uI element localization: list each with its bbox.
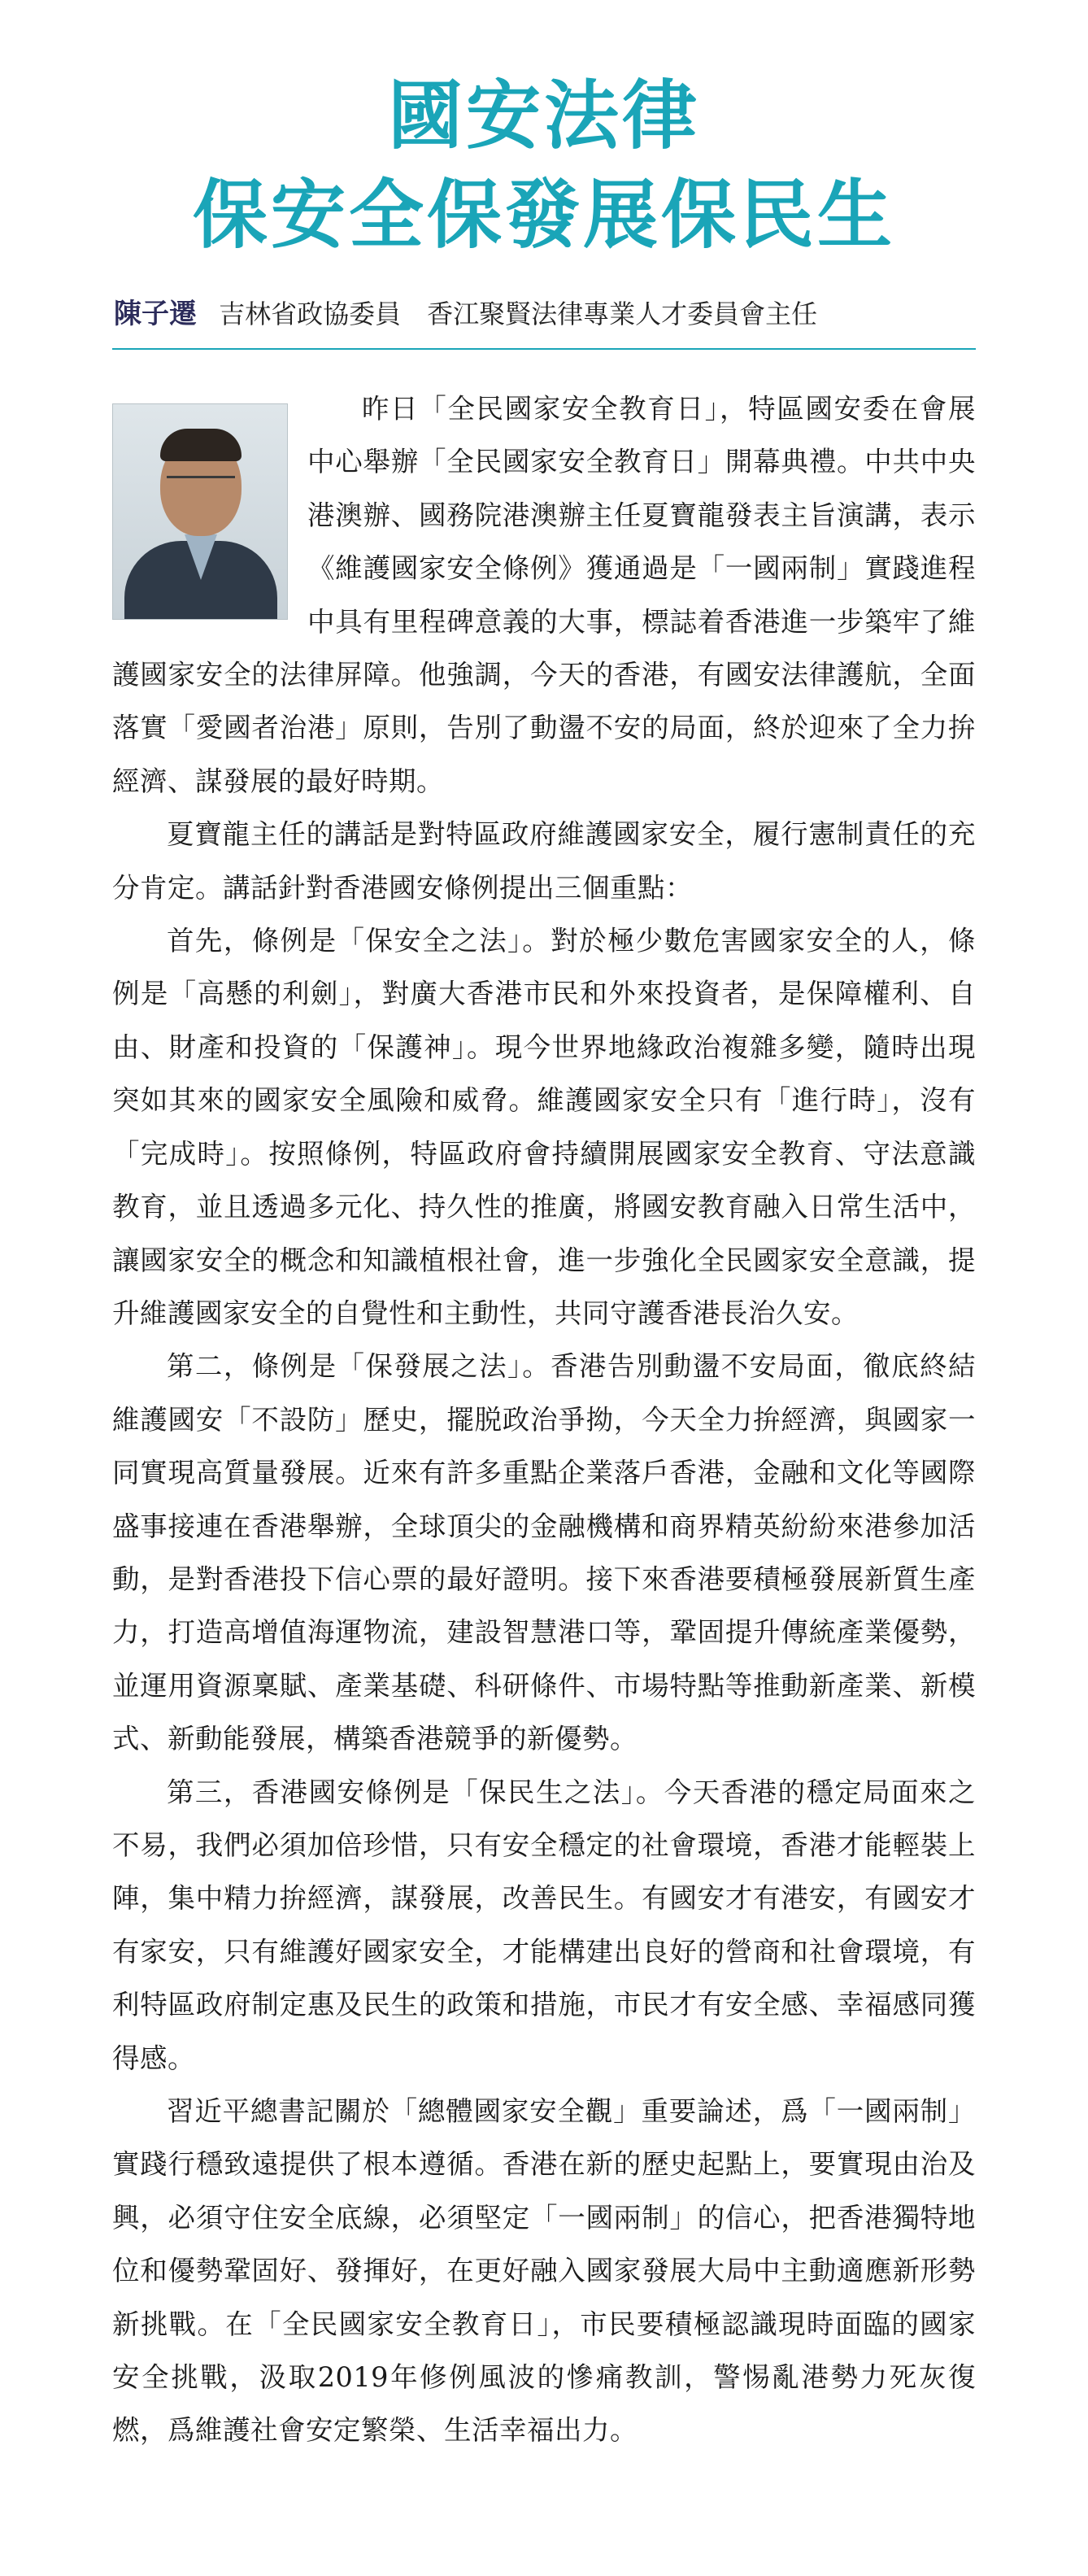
author-name: 陳子遷 <box>114 298 197 330</box>
paragraph-4: 第二，條例是「保發展之法」。香港告別動盪不安局面，徹底終結維護國安「不設防」歷史，擺脱政治爭拗，今天全力拚經濟，與國家一同實現高質量發展。近來有許多重點企業落戶香港，金融和文化等國際盛事接連在香港舉辦，全球頂尖的金融機構和商界精英紛紛來港參加活動，是對香港投下信心票的最好證明。接下來香港要積極發展新質生產力，打造高增值海運物流，建設智慧港口等，鞏固提升傳統產業優勢，並運用資源稟賦、產業基礎、科研條件、市場特點等推動新產業、新模式、新動能發展，構築香港競爭的新優勢。 <box>112 1350 976 1755</box>
byline-divider <box>112 348 976 350</box>
article-body <box>112 382 976 2457</box>
paragraph-5: 第三，香港國安條例是「保民生之法」。今天香港的穩定局面來之不易，我們必須加倍珍惜，只有安全穩定的社會環境，香港才能輕裝上陣，集中精力拚經濟，謀發展，改善民生。有國安才有港安，有國安才有家安，只有維護好國家安全，才能構建出良好的營商和社會環境，有利特區政府制定惠及民生的政策和措施，市民才有安全感、幸福感同獲得感。 <box>112 1776 976 2074</box>
headline-line-1: 國安法律 <box>387 72 700 159</box>
headline-line-2: 保安全保發展保民生 <box>192 172 895 259</box>
paragraph-3: 首先，條例是「保安全之法」。對於極少數危害國家安全的人，條例是「高懸的利劍」，對廣大香港市民和外來投資者，是保障權利、自由、財產和投資的「保護神」。現今世界地緣政治複雜多變，隨時出現突如其來的國家安全風險和威脅。維護國家安全只有「進行時」，沒有「完成時」。按照條例，特區政府會持續開展國家安全教育、守法意識教育，並且透過多元化、持久性的推廣，將國安教育融入日常生活中，讓國家安全的概念和知識植根社會，進一步強化全民國家安全意識，提升維護國家安全的自覺性和主動性，共同守護香港長治久安。 <box>112 925 976 1329</box>
paragraph-6: 習近平總書記關於「總體國家安全觀」重要論述，爲「一國兩制」實踐行穩致遠提供了根本遵循。香港在新的歷史起點上，要實現由治及興，必須守住安全底線，必須堅定「一國兩制」的信心，把香港獨特地位和優勢鞏固好、發揮好，在更好融入國家發展大局中主動適應新形勢新挑戰。在「全民國家安全教育日」，市民要積極認識現時面臨的國家安全挑戰，汲取2019年修例風波的慘痛教訓，警惕亂港勢力死灰復燃，爲維護社會安定繁榮、生活幸福出力。 <box>112 2095 976 2447</box>
author-titles: 吉林省政協委員 香江聚賢法律專業人才委員會主任 <box>219 299 818 329</box>
byline <box>114 291 976 331</box>
photo-spacer <box>112 382 307 643</box>
paragraph-2: 夏寶龍主任的講話是對特區政府維護國家安全，履行憲制責任的充分肯定。講話針對香港國安條例提出三個重點： <box>112 818 976 904</box>
paragraph-1: 昨日「全民國家安全教育日」，特區國安委在會展中心舉辦「全民國家安全教育日」開幕典禮。中共中央港澳辦、國務院港澳辦主任夏寶龍發表主旨演講，表示《維護國家安全條例》獲通過是「一國兩制」實踐進程中具有里程碑意義的大事，標誌着香港進一步築牢了維護國家安全的法律屏障。他強調，今天的香港，有國安法律護航，全面落實「愛國者治港」原則，告別了動盪不安的局面，終於迎來了全力拚經濟、謀發展的最好時期。 <box>112 393 976 797</box>
